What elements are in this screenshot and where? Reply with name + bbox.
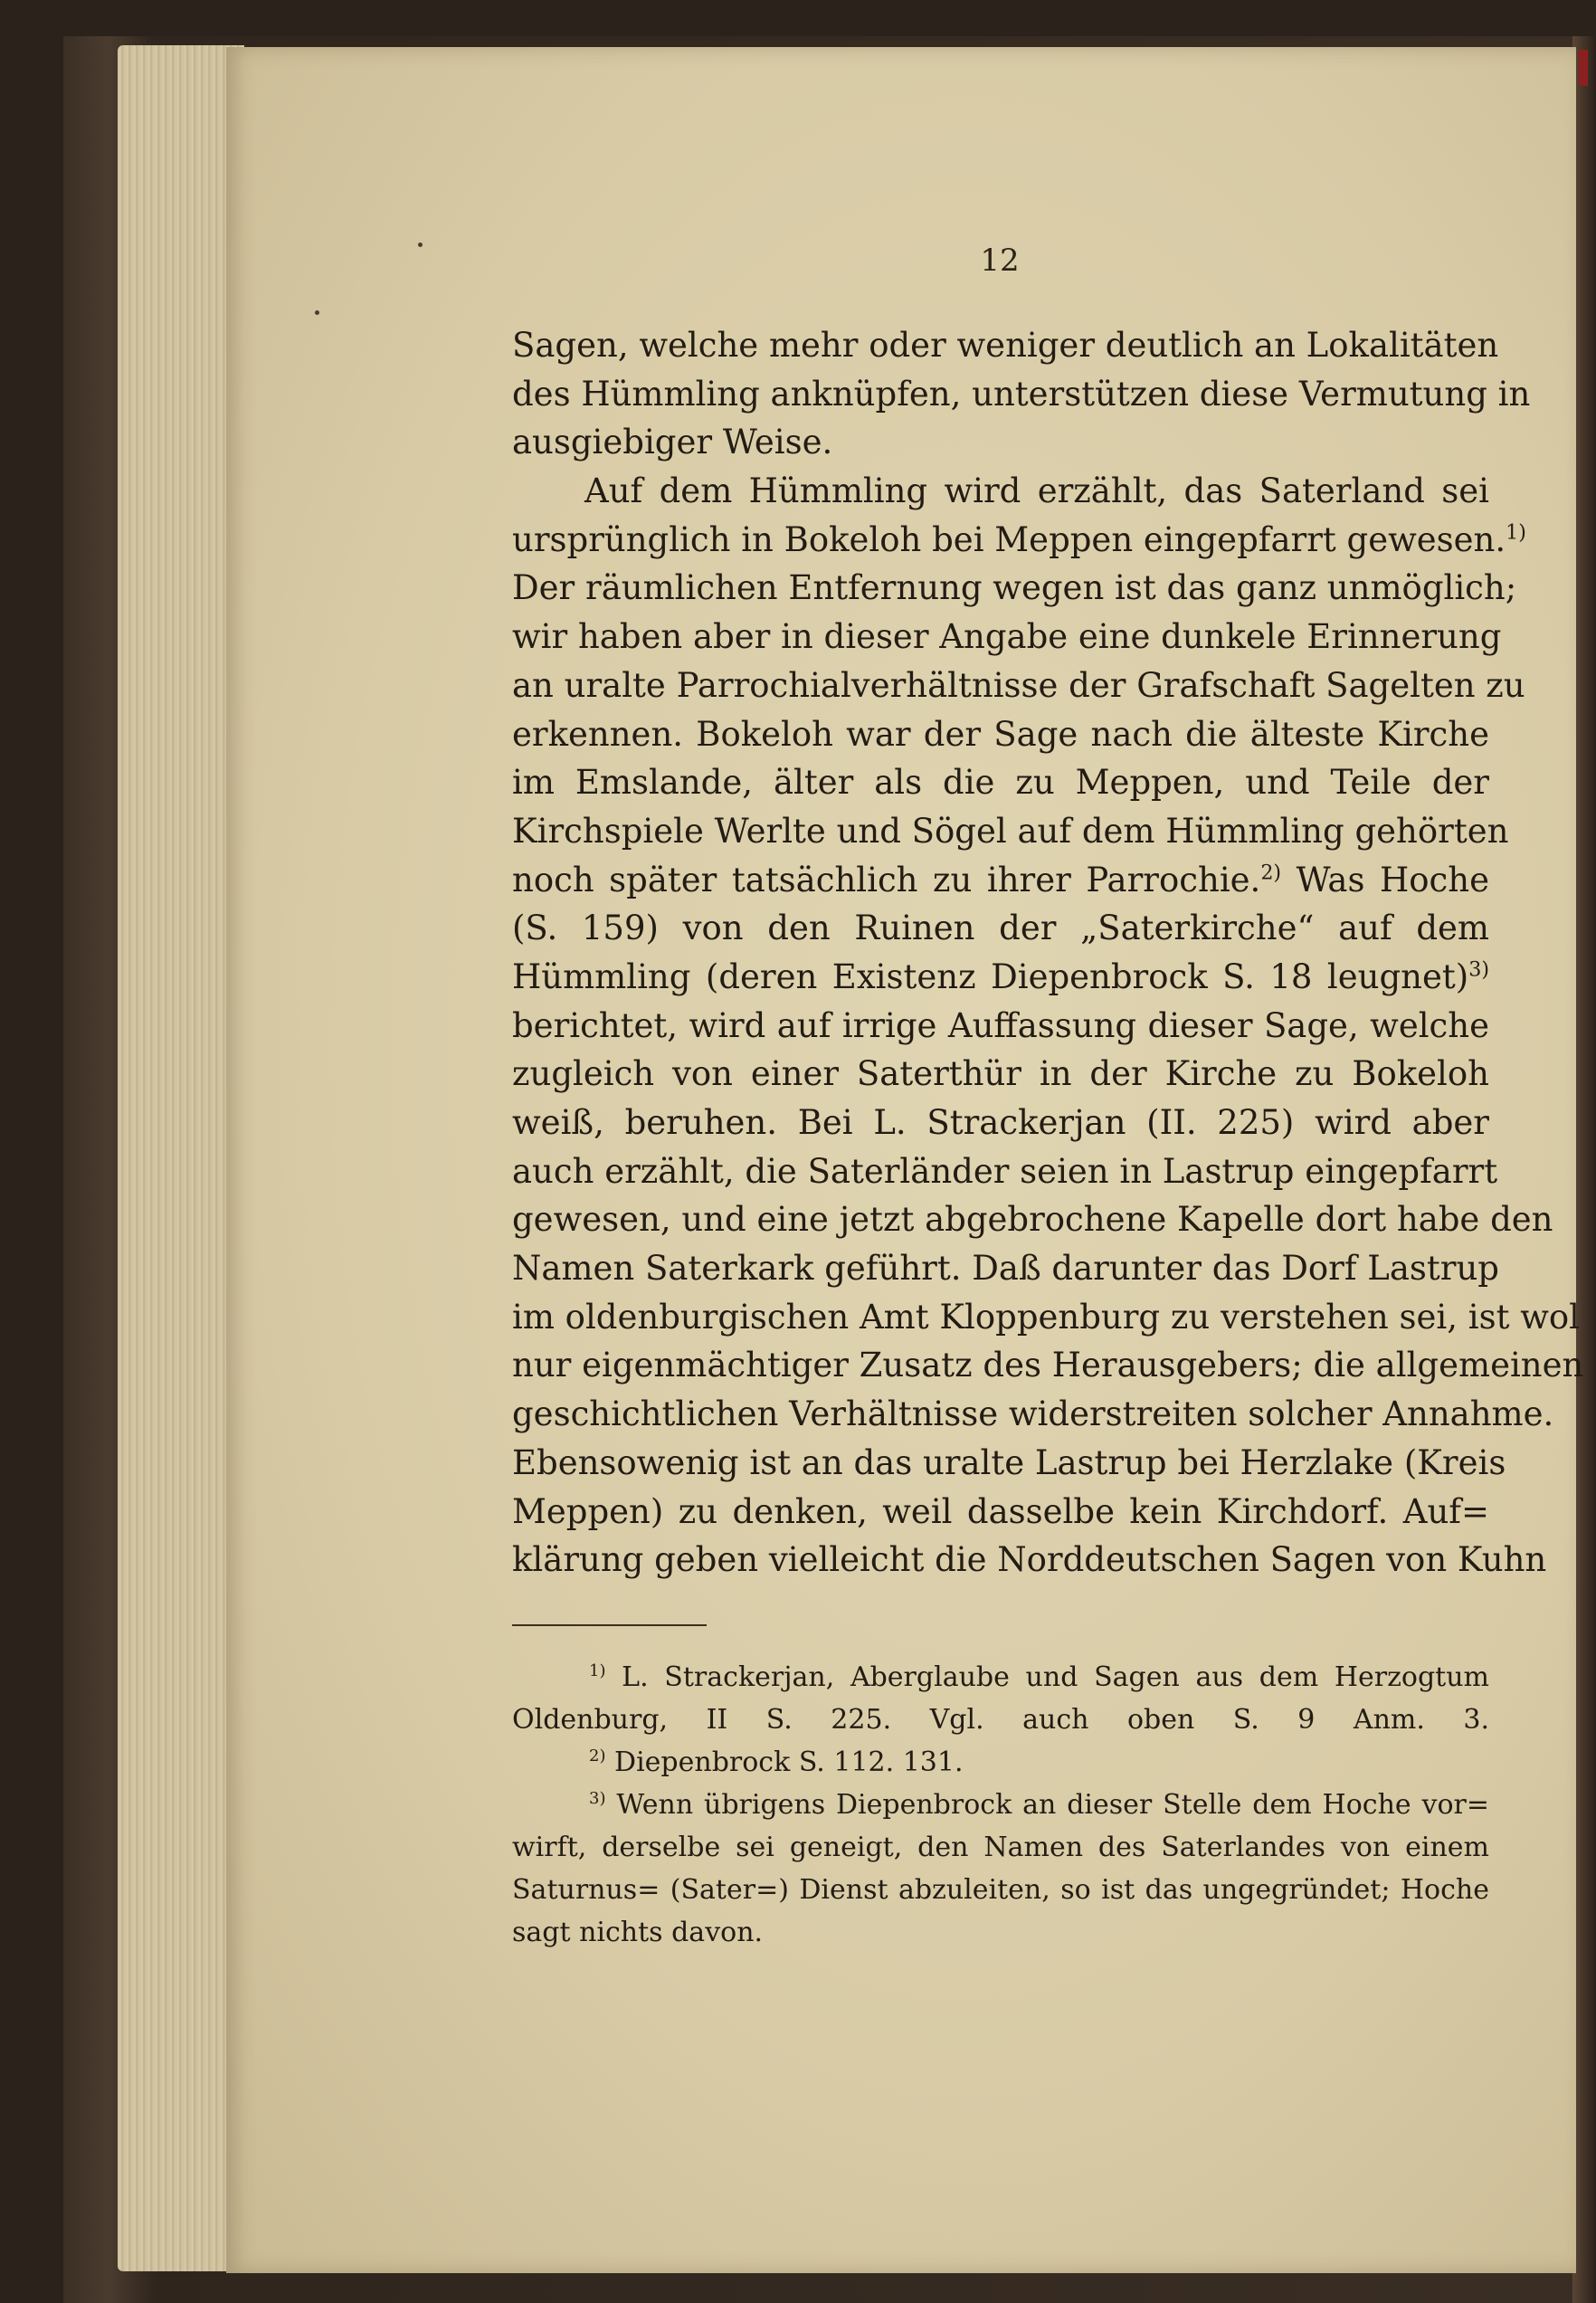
line-text: auch erzählt, die Saterländer seien in Lastrup eingepfarrt	[512, 1151, 1498, 1191]
line-text: ursprünglich in Bokeloh bei Meppen eingepfarrt gewesen.	[512, 519, 1506, 559]
line-text: Auf dem Hümmling wird erzählt, das Saterland sei	[584, 471, 1489, 511]
footnote-line	[512, 1656, 1489, 1699]
line-text: Ebensowenig ist an das uralte Lastrup bei Herzlake (Kreis	[512, 1442, 1506, 1482]
text-line	[512, 1147, 1498, 1196]
text-line	[512, 1293, 1580, 1342]
text-line	[512, 1488, 1489, 1537]
line-text: weiß, beruhen. Bei L. Strackerjan (II. 225) wird aber	[512, 1103, 1489, 1142]
line-text: im Emslande, älter als die zu Meppen, und Teile der	[512, 763, 1489, 803]
text-line	[512, 807, 1509, 856]
line-text: klärung geben vielleicht die Norddeutschen Sagen von Kuhn	[512, 1540, 1547, 1580]
line-text: ausgiebiger Weise.	[512, 423, 833, 462]
line-text-continued: Was Hoche	[1281, 860, 1489, 899]
footnote-line	[512, 1826, 1489, 1869]
line-text: an uralte Parrochialverhältnisse der Grafschaft Sagelten zu	[512, 665, 1525, 705]
text-line	[512, 418, 1489, 467]
footnotes	[512, 1656, 1489, 1954]
line-text: Kirchspiele Werlte und Sögel auf dem Hümmling gehörten	[512, 811, 1509, 851]
text-line	[512, 953, 1489, 1002]
text-line	[512, 370, 1531, 419]
body-text	[512, 321, 1584, 1585]
footnote-line	[512, 1869, 1489, 1911]
text-line	[512, 1439, 1506, 1488]
text-line	[512, 613, 1502, 661]
footnote-ref: 1)	[1506, 520, 1526, 545]
line-text: wir haben aber in dieser Angabe eine dunkele Erinnerung	[512, 617, 1502, 657]
line-text: des Hümmling anknüpfen, unterstützen diese Vermutung in	[512, 374, 1531, 414]
footnote-marker: 3)	[589, 1789, 606, 1808]
text-line	[512, 1195, 1553, 1244]
footnote-text: Saturnus= (Sater=) Dienst abzuleiten, so ist das ungegründet; Hoche	[512, 1874, 1489, 1906]
footnote-line	[512, 1699, 1489, 1741]
text-line	[512, 321, 1499, 370]
line-text: Meppen) zu denken, weil dasselbe kein Kirchdorf. Auf=	[512, 1491, 1489, 1531]
text-line	[512, 1341, 1584, 1390]
page-number: 12	[980, 243, 1020, 279]
footnote-text: Oldenburg, II S. 225. Vgl. auch oben S. 9 Anm. 3.	[512, 1704, 1489, 1736]
footnote-line	[512, 1741, 1489, 1784]
line-text: Sagen, welche mehr oder weniger deutlich an Lokalitäten	[512, 326, 1499, 365]
text-line	[512, 1390, 1554, 1439]
footnote-text: wirft, derselbe sei geneigt, den Namen des Saterlandes von einem	[512, 1832, 1489, 1863]
text-line	[512, 904, 1489, 953]
text-line	[512, 564, 1517, 613]
text-line	[512, 1244, 1499, 1293]
line-text: im oldenburgischen Amt Kloppenburg zu verstehen sei, ist wol	[512, 1297, 1580, 1337]
paper-speck	[418, 243, 423, 247]
footnote-ref: 3)	[1468, 957, 1489, 982]
footnote-text: Diepenbrock S. 112. 131.	[605, 1746, 964, 1778]
text-line	[512, 758, 1489, 807]
footnote-line	[512, 1911, 1489, 1954]
line-text: zugleich von einer Saterthür in der Kirche zu Bokeloh	[512, 1054, 1489, 1094]
text-line	[512, 467, 1489, 516]
text-line	[512, 856, 1489, 905]
footnote-divider	[512, 1624, 707, 1626]
text-line	[512, 1050, 1489, 1099]
footnote-text: L. Strackerjan, Aberglaube und Sagen aus dem Herzogtum	[605, 1661, 1489, 1693]
line-text: berichtet, wird auf irrige Auffassung dieser Sage, welche	[512, 1005, 1489, 1045]
text-line	[512, 1536, 1547, 1585]
footnote-marker: 1)	[589, 1661, 606, 1680]
line-text: Der räumlichen Entfernung wegen ist das ganz unmöglich;	[512, 568, 1517, 608]
footnote-ref: 2)	[1260, 861, 1282, 885]
line-text: geschichtlichen Verhältnisse widerstreiten solcher Annahme.	[512, 1394, 1554, 1434]
footnote-line	[512, 1784, 1489, 1826]
line-text: gewesen, und eine jetzt abgebrochene Kapelle dort habe den	[512, 1200, 1553, 1240]
page-stack-edges	[118, 45, 244, 2271]
footnote-text: Wenn übrigens Diepenbrock an dieser Stelle dem Hoche vor=	[605, 1789, 1489, 1821]
text-line	[512, 1002, 1489, 1051]
line-text: erkennen. Bokeloh war der Sage nach die älteste Kirche	[512, 714, 1489, 754]
text-line	[512, 1099, 1489, 1147]
text-line	[512, 516, 1526, 565]
paper-speck	[315, 310, 319, 315]
footnote-marker: 2)	[589, 1746, 606, 1765]
line-text: nur eigenmächtiger Zusatz des Herausgebers; die allgemeinen	[512, 1346, 1584, 1385]
line-text: (S. 159) von den Ruinen der „Saterkirche“ auf dem	[512, 909, 1489, 948]
line-text: Hümmling (deren Existenz Diepenbrock S. 18 leugnet)	[512, 956, 1469, 996]
text-line	[512, 661, 1525, 710]
footnote-text: sagt nichts davon.	[512, 1917, 764, 1948]
line-text: noch später tatsächlich zu ihrer Parrochie.	[512, 860, 1261, 899]
bookmark-ribbon	[1579, 50, 1588, 86]
line-text: Namen Saterkark geführt. Daß darunter das Dorf Lastrup	[512, 1249, 1499, 1289]
text-line	[512, 710, 1489, 759]
